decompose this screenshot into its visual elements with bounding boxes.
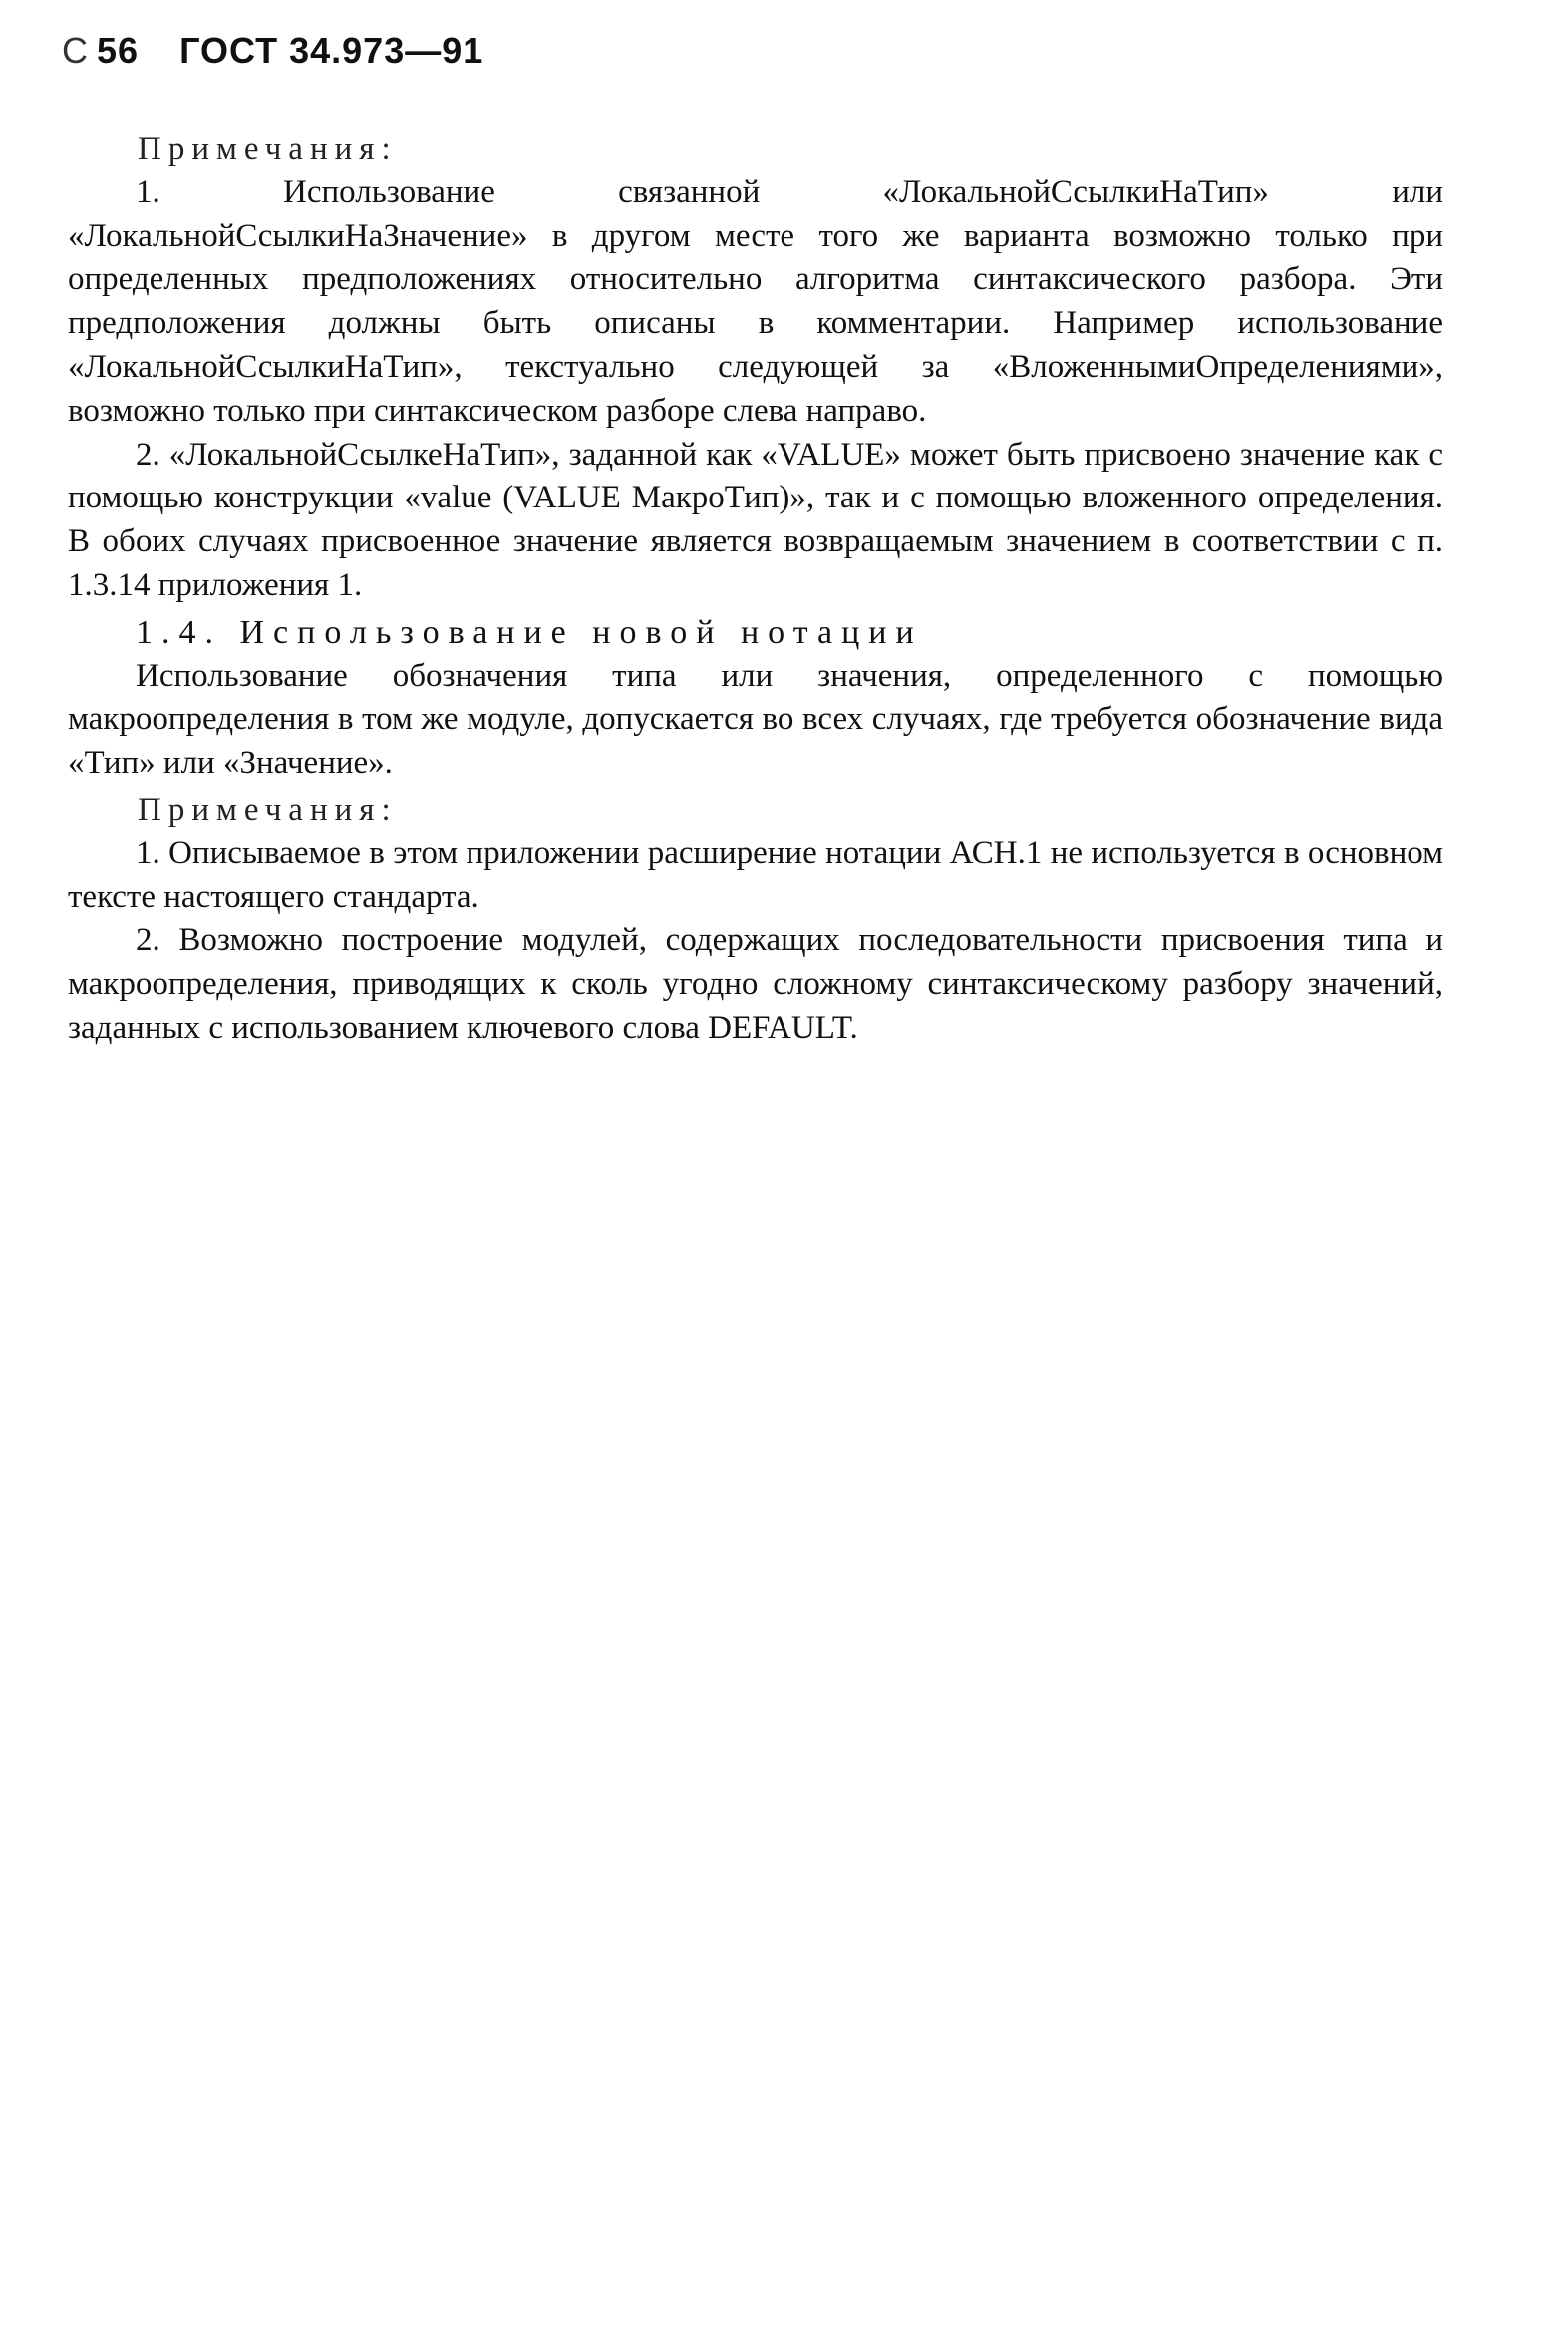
note-paragraph: 1. Использование связанной «ЛокальнойСсылкиНаТип» или «ЛокальнойСсылкиНаЗначение» в другом месте того же варианта возможно только при определенных предположениях относительно алгоритма синтаксического разбора. Эти предположения должны быть описаны в комментарии. Например использование «ЛокальнойСсылкиНаТип», текстуально следующей за «ВложеннымиОпределениями», возможно только при синтаксическом разборе слева направо. xyxy=(68,173,1443,429)
note-paragraph: 2. «ЛокальнойСсылкеНаТип», заданной как «VALUE» может быть присвоено значение как с помощью конструкции «value (VALUE МакроТип)», так и с помощью вложенного определения. В обоих случаях присвоенное значение является возвращаемым значением в соответствии с п. 1.3.14 приложения 1. xyxy=(68,436,1443,603)
section-title: 1.4. Использование новой нотации xyxy=(136,613,923,651)
header-mark: С xyxy=(62,30,89,71)
notes-label: Примечания: xyxy=(138,791,398,828)
note-paragraph: 1. Описываемое в этом приложении расширение нотации АСН.1 не используется в основном тексте настоящего стандарта. xyxy=(68,834,1443,915)
page-header xyxy=(62,30,483,72)
notes-label: Примечания: xyxy=(138,131,398,167)
document-body xyxy=(68,128,1443,1051)
section-paragraph: Использование обозначения типа или значения, определенного с помощью макроопределения в том же модуле, допускается во всех случаях, где требуется обозначение вида «Тип» или «Значение». xyxy=(68,657,1443,782)
standard-title: ГОСТ 34.973—91 xyxy=(179,30,484,71)
note-paragraph: 2. Возможно построение модулей, содержащих последовательности присвоения типа и макроопределения, приводящих к сколь угодно сложному синтаксическому разбору значений, заданных с использованием ключевого слова DEFAULT. xyxy=(68,922,1443,1046)
page-number: 56 xyxy=(97,30,140,71)
